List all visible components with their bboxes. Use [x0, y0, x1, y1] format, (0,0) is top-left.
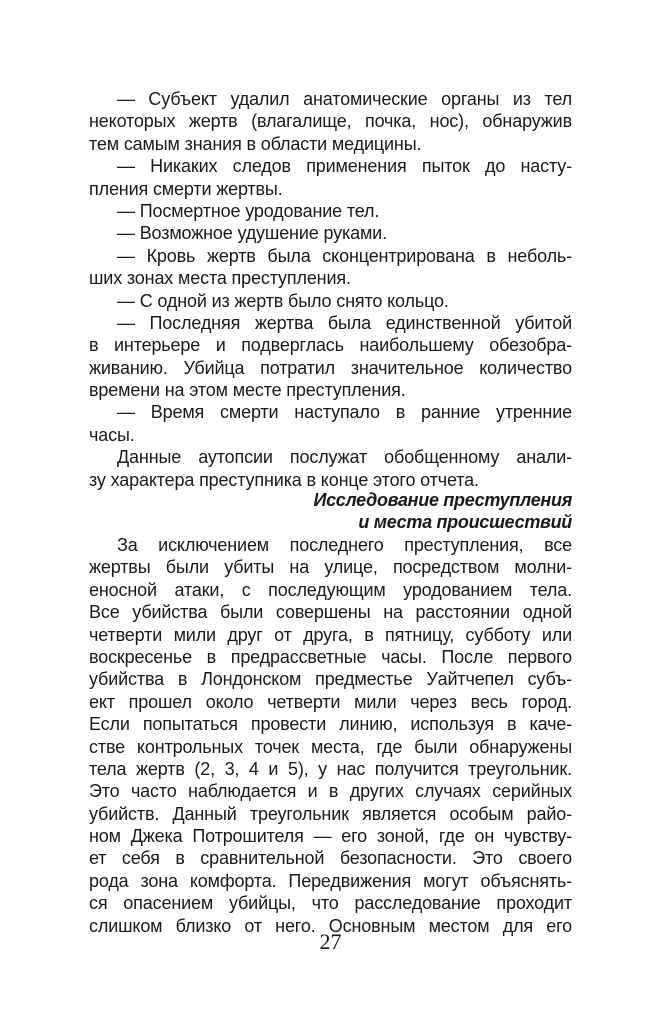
text-line: — Последняя жертва была единственной убитой [117, 312, 572, 333]
text-line: ном Джека Потрошителя — его зоной, где он чувству- [89, 826, 572, 847]
text-line: Все убийства были совершены на расстоянии одной [89, 602, 572, 623]
text-line: пления смерти жертвы. [89, 178, 283, 199]
text-line: — С одной из жертв было снято кольцо. [117, 290, 449, 311]
text-line: — Возможное удушение руками. [117, 223, 387, 244]
heading-line: Исследование преступления [313, 490, 572, 510]
text-line: За исключением последнего преступления, все [117, 535, 572, 555]
text-line: — Субъект удалил анатомические органы из тел [117, 89, 572, 109]
text-line: ект прошел около четверти мили через весь город. [89, 691, 572, 712]
text-line: Это часто наблюдается и в других случаях серийных [89, 781, 572, 802]
text-line: некоторых жертв (влагалище, почка, нос), обнаружив [89, 111, 572, 132]
text-line: в интерьере и подверглась наибольшему обезобра- [89, 335, 572, 356]
text-line: воскресенье в предрассветные часы. После первого [89, 646, 572, 667]
text-line: зу характера преступника в конце этого отчета. [89, 469, 479, 490]
text-line: времени на этом месте преступления. [89, 380, 406, 401]
text-line: четверти мили друг от друга, в пятницу, субботу или [89, 624, 572, 645]
findings-list [89, 88, 572, 491]
text-line: рода зона комфорта. Передвижения могут объяснять- [89, 870, 572, 891]
text-line: ет себя в сравнительной безопасности. Это своего [89, 848, 572, 869]
text-line: убийства в Лондонском предместье Уайтчепел субъ- [89, 669, 572, 690]
text-line: — Кровь жертв была сконцентрирована в неболь- [117, 245, 572, 266]
text-line: живанию. Убийца потратил значительное количество [89, 357, 572, 378]
text-line: часы. [89, 424, 135, 445]
text-line: — Посмертное уродование тел. [117, 200, 380, 221]
text-line: Данные аутопсии послужат обобщенному анали- [117, 447, 572, 468]
text-line: еносной атаки, с последующим уродованием тела. [89, 579, 572, 600]
text-line: — Никаких следов применения пыток до насту- [117, 156, 572, 177]
text-line: Если попытаться провести линию, используя в каче- [89, 714, 572, 735]
text-line: слишком близко от него. Основным местом для его [89, 915, 572, 936]
text-line: убийств. Данный треугольник является особым райо- [89, 803, 572, 824]
body-paragraph [89, 534, 572, 937]
heading-line: и места происшествий [358, 512, 572, 533]
text-line: жертвы были убиты на улице, посредством молни- [89, 557, 572, 578]
page-number: 27 [319, 929, 342, 954]
text-line: — Время смерти наступало в ранние утренние [117, 402, 572, 423]
text-line: стве контрольных точек места, где были обнаружены [89, 736, 572, 757]
section-heading [89, 489, 572, 534]
text-line: ших зонах места преступления. [89, 268, 351, 289]
text-line: ся опасением убийцы, что расследование проходит [89, 893, 572, 914]
text-line: тела жертв (2, 3, 4 и 5), у нас получится треугольник. [89, 758, 572, 779]
text-line: тем самым знания в области медицины. [89, 133, 422, 154]
